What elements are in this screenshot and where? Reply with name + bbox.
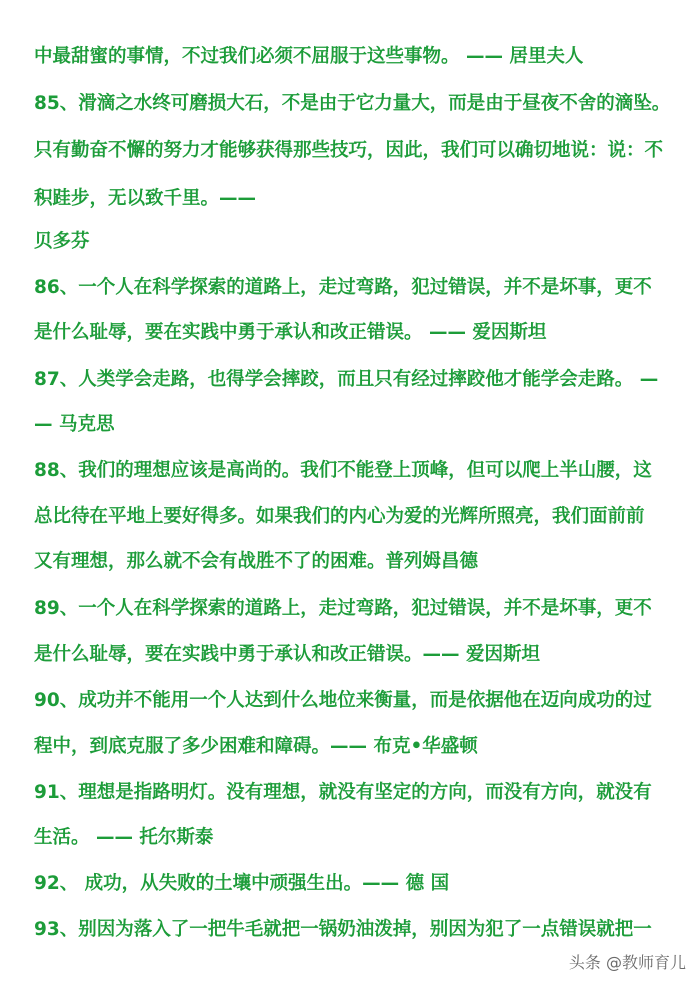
text-line: 中最甜蜜的事情，不过我们必须不屈服于这些事物。 —— 居里夫人	[34, 46, 584, 67]
text-line: 生活。 —— 托尔斯泰	[34, 827, 214, 848]
text-line: 87、人类学会走路，也得学会摔跤，而且只有经过摔跤他才能学会走路。 —	[34, 369, 659, 390]
text-line: 是什么耻辱，要在实践中勇于承认和改正错误。—— 爱因斯坦	[34, 644, 540, 665]
text-line: 86、一个人在科学探索的道路上，走过弯路，犯过错误，并不是坏事，更不	[34, 277, 652, 298]
text-line: 91、理想是指路明灯。没有理想，就没有坚定的方向，而没有方向，就没有	[34, 782, 652, 803]
text-line: 90、成功并不能用一个人达到什么地位来衡量，而是依据他在迈向成功的过	[34, 690, 652, 711]
text-line: 93、别因为落入了一把牛毛就把一锅奶油泼掉，别因为犯了一点错误就把一	[34, 919, 652, 940]
watermark: 头条 @教师育儿	[568, 953, 686, 972]
text-line: 又有理想，那么就不会有战胜不了的困难。普列姆昌德	[34, 551, 479, 572]
text-line: 只有勤奋不懈的努力才能够获得那些技巧，因此，我们可以确切地说：说：不	[34, 140, 664, 161]
text-line: 88、我们的理想应该是高尚的。我们不能登上顶峰，但可以爬上半山腰，这	[34, 460, 652, 481]
text-line: 85、滑滴之水终可磨损大石，不是由于它力量大，而是由于昼夜不舍的滴坠。	[34, 93, 671, 114]
text-line: 程中，到底克服了多少困难和障碍。—— 布克•华盛顿	[34, 736, 478, 757]
text-line: 积跬步，无以致千里。——	[34, 188, 257, 209]
text-line: 89、一个人在科学探索的道路上，走过弯路，犯过错误，并不是坏事，更不	[34, 598, 652, 619]
text-line: 是什么耻辱，要在实践中勇于承认和改正错误。 —— 爱因斯坦	[34, 322, 547, 343]
text-line: 92、 成功，从失败的土壤中顽强生出。—— 德 国	[34, 873, 450, 894]
text-line: — 马克思	[34, 414, 115, 435]
text-line: 贝多芬	[34, 231, 90, 252]
text-line: 总比待在平地上要好得多。如果我们的内心为爱的光辉所照亮，我们面前前	[34, 506, 645, 527]
